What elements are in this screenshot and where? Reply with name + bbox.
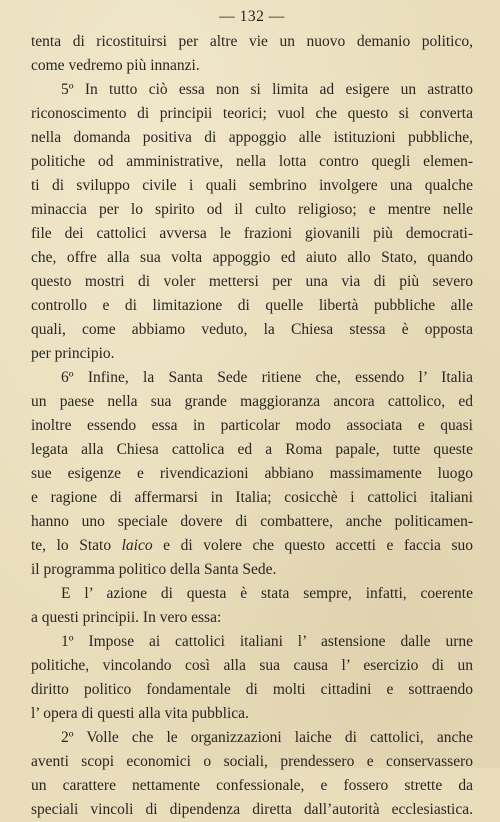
- text-line: aventi scopi economici o sociali, prendessero e conservassero: [31, 753, 473, 770]
- text-line: un paese nella sua grande maggioranza ancora cattolico, ed: [31, 393, 473, 410]
- text-line: per principio.: [31, 345, 115, 362]
- text-line: un carattere nettamente confessionale, e fossero strette da: [31, 777, 473, 794]
- text-line: ti di sviluppo civile i quali sembrino involgere una qualche: [31, 177, 473, 194]
- text-line: l’ opera di questi alla vita pubblica.: [31, 705, 249, 722]
- text-line: diritto politico fondamentale di molti cittadini e sottraendo: [31, 681, 473, 698]
- text-line: che, offre alla sua volta appoggio ed aiuto allo Stato, quando: [31, 249, 473, 266]
- text-line: inoltre essendo essa in particolar modo associata e quasi: [31, 417, 473, 434]
- text-line: come vedremo più innanzi.: [31, 57, 200, 74]
- text-line: speciali vincoli di dipendenza diretta dall’autorità ecclesiastica.: [31, 801, 473, 818]
- text-line: politiche od amministrative, nella lotta contro quegli elemen-: [31, 153, 473, 170]
- text-line: e ragione di affermarsi in Italia; cosicchè i cattolici italiani: [31, 489, 473, 506]
- text-line-with-italic: [31, 534, 473, 558]
- text-line: il programma politico della Santa Sede.: [31, 561, 277, 578]
- paragraph-1-first-line: 1º Impose ai cattolici italiani l’ astensione dalle urne: [61, 633, 473, 650]
- text-line: controllo e di limitazione di quelle libertà pubbliche alle: [31, 297, 473, 314]
- text-line: nella domanda positiva di appoggio alle istituzioni pubbliche,: [31, 129, 473, 146]
- text-line: sue esigenze e rivendicazioni abbiano massimamente luogo: [31, 465, 473, 482]
- page-number: — 132 —: [219, 8, 285, 25]
- text-line: legata alla Chiesa cattolica ed a Roma papale, tutte queste: [31, 441, 473, 458]
- paragraph-6-first-line: 6º Infine, la Santa Sede ritiene che, essendo l’ Italia: [61, 369, 473, 386]
- paragraph-e-first-line: E l’ azione di questa è stata sempre, infatti, coerente: [61, 585, 473, 602]
- text-line: file dei cattolici avversa le frazioni giovanili più democrati-: [31, 225, 473, 242]
- text-line: tenta di ricostituirsi per altre vie un nuovo demanio politico,: [31, 33, 473, 50]
- text-line: hanno uno speciale dovere di combattere, anche politicamen-: [31, 513, 473, 530]
- text-fragment: e di volere che questo accetti e faccia suo: [163, 537, 473, 554]
- text-line: riconoscimento di principii teorici; vuol che questo si converta: [31, 105, 473, 122]
- text-line: politiche, vincolando così alla sua causa l’ esercizio di un: [31, 657, 473, 674]
- text-fragment: te, lo Stato: [31, 537, 112, 554]
- text-line: quali, come abbiamo veduto, la Chiesa stessa è opposta: [31, 321, 473, 338]
- text-line: questo mostri di voler mettersi per una via di più severo: [31, 273, 473, 290]
- text-line: a questi principii. In vero essa:: [31, 609, 222, 626]
- text-line: minaccia per lo spirito od il culto religioso; e mentre nelle: [31, 201, 473, 218]
- italic-word: laico: [121, 537, 153, 554]
- paragraph-2-first-line: 2º Volle che le organizzazioni laiche di cattolici, anche: [61, 729, 473, 746]
- paragraph-5-first-line: 5º In tutto ciò essa non si limita ad esigere un astratto: [61, 81, 473, 98]
